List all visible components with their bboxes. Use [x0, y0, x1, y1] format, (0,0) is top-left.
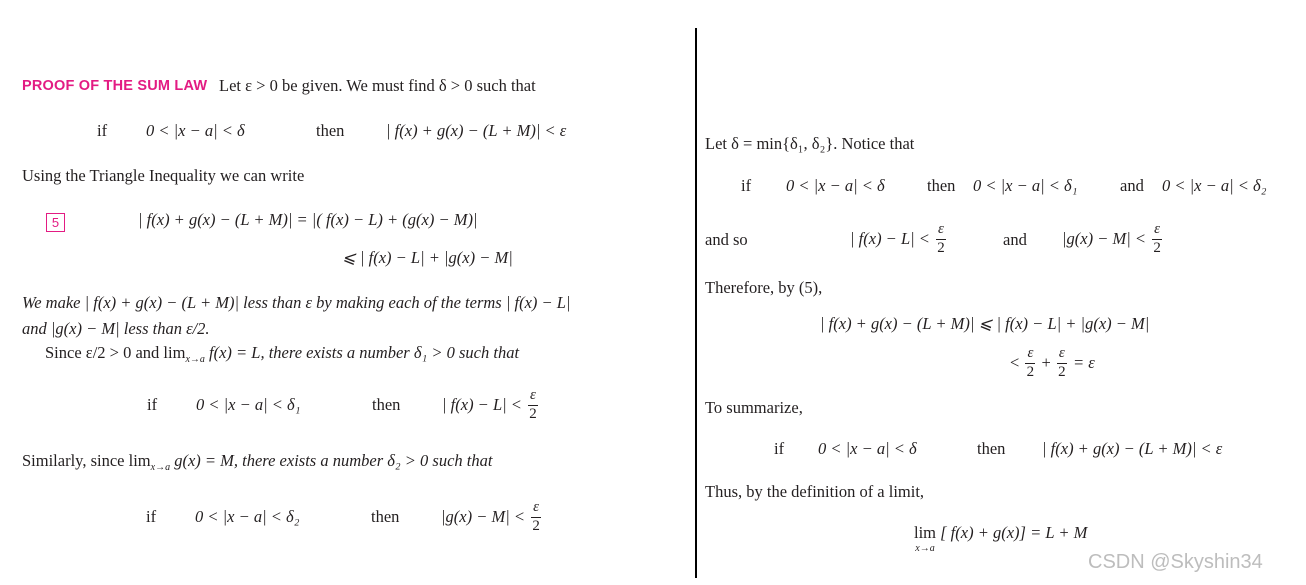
- cond4-then: then: [927, 176, 956, 195]
- ineq-frac-2-den: 2: [1058, 363, 1066, 380]
- therefore-text: Therefore, by (5),: [705, 278, 823, 297]
- cond4-if: if: [741, 176, 752, 195]
- and-so-right-frac-num: ε: [1152, 222, 1162, 240]
- cond5-result: | f(x) + g(x) − (L + M)| < ε: [1042, 439, 1223, 458]
- cond1-premise: 0 < |x − a| < δ: [146, 121, 245, 140]
- cond3-fraction: [531, 500, 541, 535]
- and-so-left-fraction: [936, 222, 946, 257]
- similarly-post: g(x) = M, there exists a number δ₂ > 0 such that: [170, 451, 493, 470]
- ineq-frac-1-num: ε: [1025, 346, 1035, 364]
- ineq-line2-plus: +: [1041, 353, 1051, 372]
- cond5-premise: 0 < |x − a| < δ: [818, 439, 917, 458]
- and-so-left-frac-den: 2: [937, 239, 945, 256]
- column-divider: [695, 28, 697, 578]
- and-so-right-text: |g(x) − M| <: [1062, 229, 1147, 248]
- lim-word: lim: [914, 523, 937, 542]
- para-line2: and |g(x) − M| less than ε/2.: [22, 319, 210, 338]
- cond3-then: then: [371, 507, 400, 526]
- let-delta-text: Let δ = min{δ₁, δ₂}. Notice that: [705, 134, 915, 153]
- cond2-fraction: [528, 388, 538, 423]
- and-so-right-frac-den: 2: [1153, 239, 1161, 256]
- para-line1: We make | f(x) + g(x) − (L + M)| less than ε by making each of the terms | f(x) − L|: [22, 293, 571, 312]
- cond1-then: then: [316, 121, 345, 140]
- and-so-left: [850, 222, 948, 257]
- and-so-right-fraction: [1152, 222, 1162, 257]
- final-limit: [914, 525, 1087, 554]
- cond4-end: 0 < |x − a| < δ₂: [1162, 176, 1267, 195]
- cond3-result: [441, 500, 543, 535]
- cond3-frac-num: ε: [531, 500, 541, 518]
- watermark: CSDN @Skyshin34: [1088, 551, 1263, 573]
- equation-number-5: 5: [46, 213, 65, 232]
- cond2-then: then: [372, 395, 401, 414]
- eq5-line1: | f(x) + g(x) − (L + M)| = |( f(x) − L) + (g(x) − M)|: [138, 210, 478, 229]
- and-so-left-text: | f(x) − L| <: [850, 229, 930, 248]
- lim-expression: [ f(x) + g(x)] = L + M: [940, 523, 1088, 542]
- and-so-label: and so: [705, 230, 748, 249]
- ineq-line1: | f(x) + g(x) − (L + M)| ⩽ | f(x) − L| + |g(x) − M|: [820, 314, 1150, 333]
- cond5-if: if: [774, 439, 785, 458]
- cond2-frac-den: 2: [529, 405, 537, 422]
- ineq-frac-1: [1025, 346, 1035, 381]
- cond3-premise: 0 < |x − a| < δ₂: [195, 507, 300, 526]
- cond4-mid: 0 < |x − a| < δ₁: [973, 176, 1078, 195]
- ineq-frac-2-num: ε: [1057, 346, 1067, 364]
- ineq-line2-eq: = ε: [1072, 353, 1095, 372]
- since-sub: x→a: [185, 354, 205, 365]
- cond2-result: [442, 388, 540, 423]
- cond3-result-text: |g(x) − M| <: [441, 507, 526, 526]
- since-post: f(x) = L, there exists a number δ₁ > 0 such that: [204, 343, 520, 362]
- cond3-frac-den: 2: [532, 517, 540, 534]
- summarize-text: To summarize,: [705, 398, 803, 417]
- and-so-right: [1062, 222, 1164, 257]
- eq5-line2: ⩽ | f(x) − L| + |g(x) − M|: [342, 248, 513, 267]
- triangle-text: Using the Triangle Inequality we can write: [22, 166, 305, 185]
- cond2-result-text: | f(x) − L| <: [442, 395, 522, 414]
- cond1-result: | f(x) + g(x) − (L + M)| < ε: [386, 121, 567, 140]
- and-so-and: and: [1003, 230, 1027, 249]
- ineq-frac-2: [1057, 346, 1067, 381]
- ineq-frac-1-den: 2: [1026, 363, 1035, 380]
- since-pre: Since ε/2 > 0 and lim: [45, 343, 186, 362]
- since-line: [45, 343, 520, 365]
- similarly-pre: Similarly, since lim: [22, 451, 151, 470]
- cond5-then: then: [977, 439, 1006, 458]
- lim-sub: x→a: [915, 542, 935, 554]
- similarly-sub: x→a: [150, 462, 171, 473]
- lim-operator: [914, 525, 936, 554]
- cond4-and: and: [1120, 176, 1144, 195]
- cond2-if: if: [147, 395, 158, 414]
- ineq-line2-lt: <: [1010, 353, 1020, 372]
- cond4-premise: 0 < |x − a| < δ: [786, 176, 885, 195]
- cond2-premise: 0 < |x − a| < δ₁: [196, 395, 301, 414]
- proof-heading: PROOF OF THE SUM LAW: [22, 78, 208, 94]
- cond3-if: if: [146, 507, 157, 526]
- cond1-if: if: [97, 121, 108, 140]
- and-so-left-frac-num: ε: [936, 222, 946, 240]
- ineq-line2: [1010, 346, 1095, 381]
- intro-text: Let ε > 0 be given. We must find δ > 0 such that: [219, 76, 536, 95]
- cond2-frac-num: ε: [528, 388, 538, 406]
- thus-text: Thus, by the definition of a limit,: [705, 482, 925, 501]
- similarly-line: [22, 451, 493, 473]
